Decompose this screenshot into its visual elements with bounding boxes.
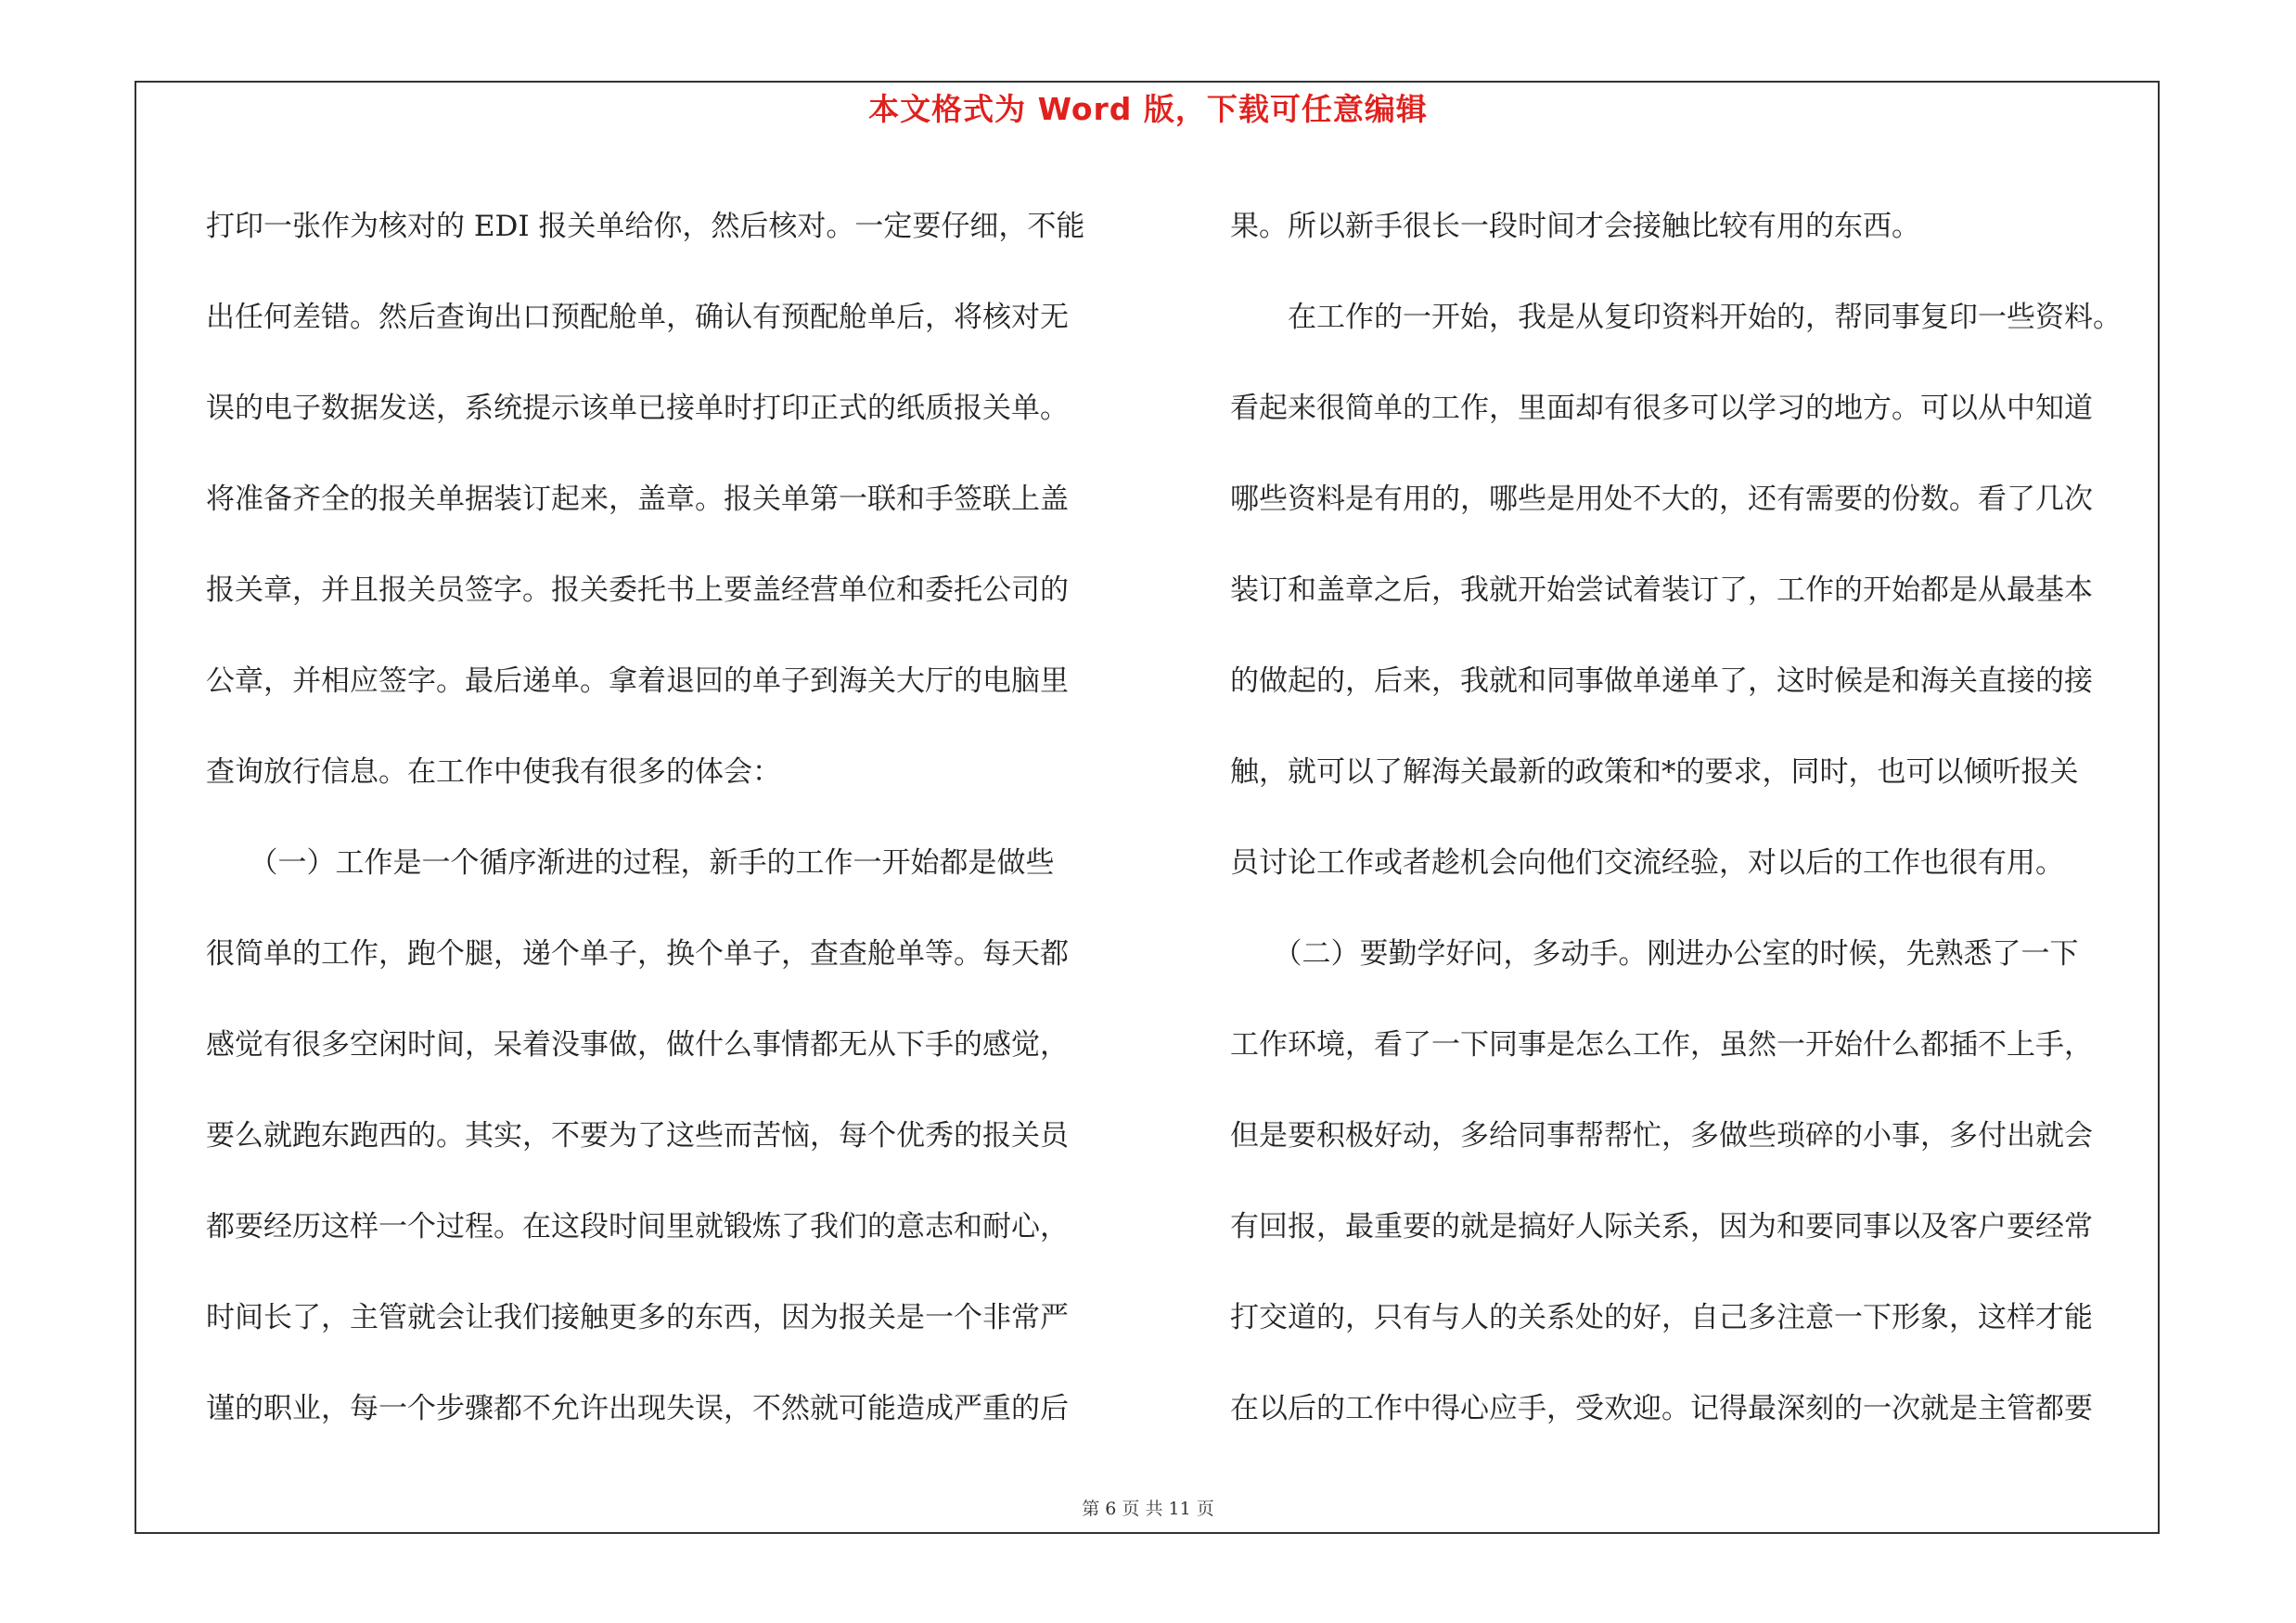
left-line: 要么就跑东跑西的。其实，不要为了这些而苦恼，每个优秀的报关员: [206, 1119, 1069, 1153]
right-line: 但是要积极好动，多给同事帮帮忙，多做些琐碎的小事，多付出就会: [1230, 1119, 2093, 1153]
left-line: 打印一张作为核对的 EDI 报关单给你，然后核对。一定要仔细，不能: [206, 210, 1085, 243]
right-line: 在工作的一开始，我是从复印资料开始的，帮同事复印一些资料。: [1230, 301, 2122, 334]
left-line: 报关章，并且报关员签字。报关委托书上要盖经营单位和委托公司的: [206, 573, 1069, 607]
right-line: 看起来很简单的工作，里面却有很多可以学习的地方。可以从中知道: [1230, 392, 2093, 425]
page-number-footer: 第 6 页 共 11 页: [1082, 1499, 1214, 1519]
right-line: 打交道的，只有与人的关系处的好，自己多注意一下形象，这样才能: [1230, 1301, 2093, 1334]
right-line: 在以后的工作中得心应手，受欢迎。记得最深刻的一次就是主管都要: [1230, 1392, 2093, 1425]
left-text-column: [206, 181, 1084, 1454]
left-line: 查询放行信息。在工作中使我有很多的体会：: [206, 755, 781, 789]
right-line: 果。所以新手很长一段时间才会接触比较有用的东西。: [1230, 210, 1920, 243]
left-line: （一）工作是一个循序渐进的过程，新手的工作一开始都是做些: [206, 846, 1055, 880]
left-line: 谨的职业，每一个步骤都不允许出现失误，不然就可能造成严重的后: [206, 1392, 1069, 1425]
right-line: 的做起的，后来，我就和同事做单递单了，这时候是和海关直接的接: [1230, 664, 2093, 698]
right-line: 装订和盖章之后，我就开始尝试着装订了，工作的开始都是从最基本: [1230, 573, 2093, 607]
left-line: 都要经历这样一个过程。在这段时间里就锻炼了我们的意志和耐心，: [206, 1210, 1069, 1243]
left-line: 将准备齐全的报关单据装订起来，盖章。报关单第一联和手签联上盖: [206, 483, 1069, 516]
right-line: 哪些资料是有用的，哪些是用处不大的，还有需要的份数。看了几次: [1230, 483, 2093, 516]
right-line: 员讨论工作或者趁机会向他们交流经验，对以后的工作也很有用。: [1230, 846, 2064, 880]
right-line: 有回报，最重要的就是搞好人际关系，因为和要同事以及客户要经常: [1230, 1210, 2093, 1243]
left-line: 感觉有很多空闲时间，呆着没事做，做什么事情都无从下手的感觉，: [206, 1028, 1069, 1062]
right-line: 工作环境，看了一下同事是怎么工作，虽然一开始什么都插不上手，: [1230, 1028, 2093, 1062]
left-line: 出任何差错。然后查询出口预配舱单，确认有预配舱单后，将核对无: [206, 301, 1069, 334]
left-line: 时间长了，主管就会让我们接触更多的东西，因为报关是一个非常严: [206, 1301, 1069, 1334]
word-format-banner: 本文格式为 Word 版，下载可任意编辑: [868, 91, 1428, 127]
right-line: （二）要勤学好问，多动手。刚进办公室的时候，先熟悉了一下: [1230, 937, 2079, 971]
left-line: 很简单的工作，跑个腿，递个单子，换个单子，查查舱单等。每天都: [206, 937, 1069, 971]
left-line: 公章，并相应签字。最后递单。拿着退回的单子到海关大厅的电脑里: [206, 664, 1069, 698]
right-line: 触，就可以了解海关最新的政策和*的要求，同时，也可以倾听报关: [1230, 755, 2079, 789]
left-line: 误的电子数据发送，系统提示该单已接单时打印正式的纸质报关单。: [206, 392, 1069, 425]
right-text-column: [1230, 181, 2122, 1454]
